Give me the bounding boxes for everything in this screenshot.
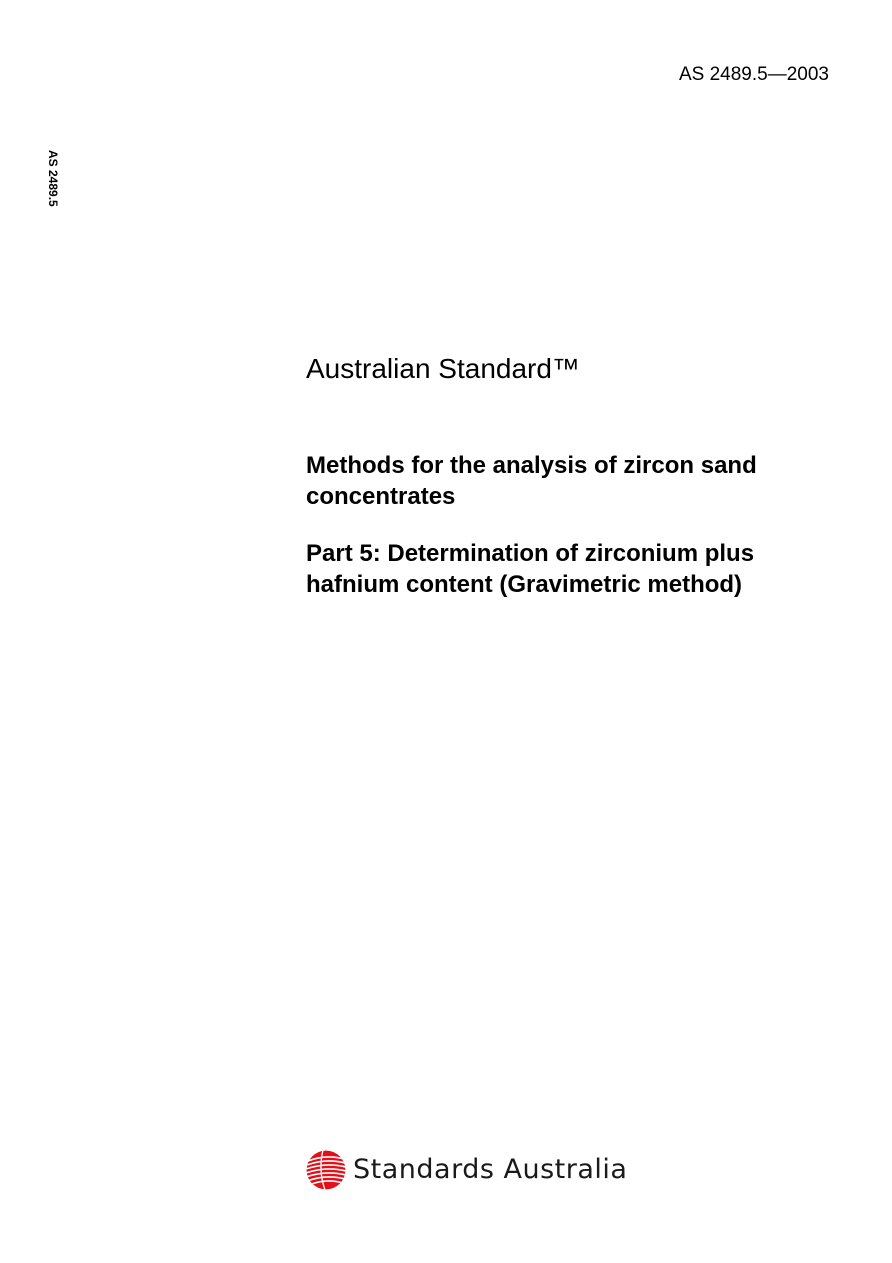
document-subtitle: Part 5: Determination of zirconium plus hafnium content (Gravimetric method) bbox=[306, 540, 755, 598]
spine-label bbox=[46, 150, 70, 220]
document-number: AS 2489.5—2003 bbox=[678, 64, 829, 85]
publisher-name: Standards Australia bbox=[353, 1154, 628, 1185]
document-title: Methods for the analysis of zircon sand concentrates bbox=[306, 452, 757, 510]
standards-australia-logo-icon bbox=[306, 1150, 346, 1190]
standard-series-label: Australian Standard™ bbox=[306, 353, 580, 384]
spine-label-text: AS 2489.5 bbox=[46, 150, 60, 207]
publisher-brand bbox=[306, 1148, 627, 1192]
